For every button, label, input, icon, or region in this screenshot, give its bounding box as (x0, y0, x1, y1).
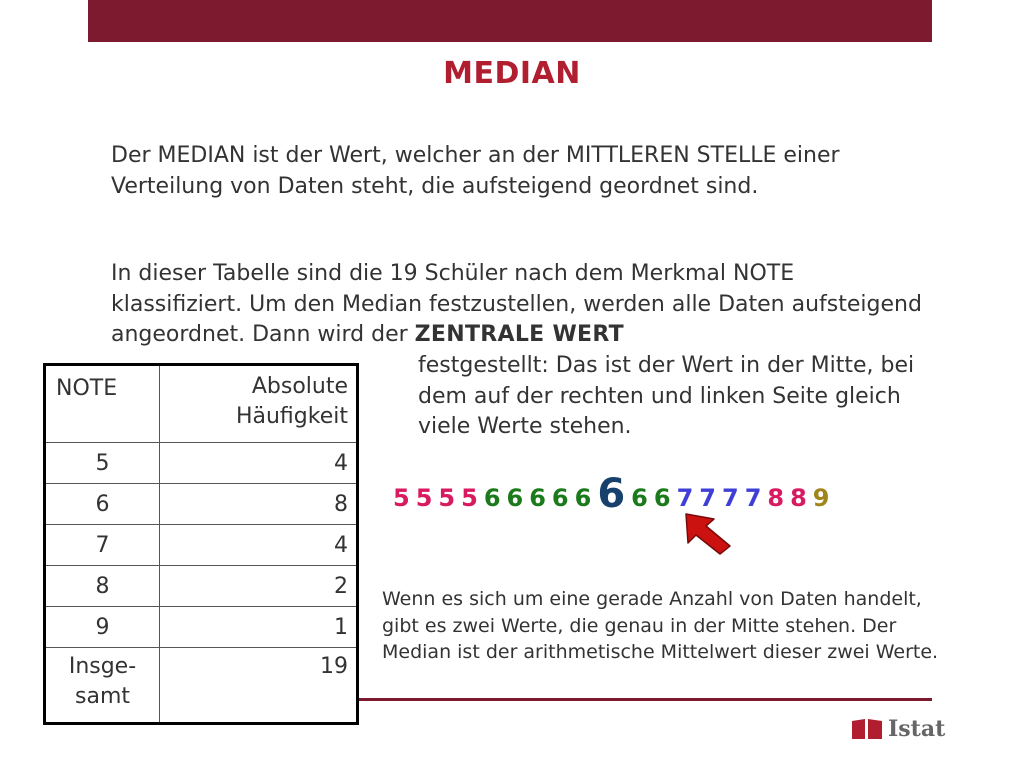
cell-note: 7 (45, 525, 160, 566)
sequence-value: 7 (676, 484, 694, 512)
istat-logo-icon (850, 717, 884, 741)
sorted-value-sequence (393, 470, 836, 516)
top-banner (88, 0, 932, 42)
table-row (45, 443, 358, 484)
cell-count: 1 (160, 607, 358, 648)
table-row (45, 607, 358, 648)
sequence-value: 5 (461, 484, 478, 512)
definition-paragraph: Der MEDIAN ist der Wert, welcher an der MITTLEREN STELLE einer Verteilung von Daten steht, die aufsteigend geordnet sind. (111, 143, 840, 199)
sequence-value: 8 (790, 484, 807, 512)
sequence-value: 9 (812, 484, 830, 512)
total-label-line2: samt (75, 684, 130, 709)
cell-count: 4 (160, 443, 358, 484)
istat-logo (850, 716, 945, 742)
sequence-value: 8 (767, 484, 785, 512)
sequence-value: 6 (506, 484, 524, 512)
arrow-up-left-icon (680, 510, 736, 556)
footer-divider (359, 698, 932, 701)
cell-total-count: 19 (160, 648, 358, 724)
table-row (45, 525, 358, 566)
cell-note: 6 (45, 484, 160, 525)
sequence-value: 7 (744, 484, 762, 512)
explanation-emphasis: ZENTRALE WERT (414, 322, 624, 347)
table-header-row (45, 365, 358, 443)
sequence-median-value: 6 (597, 471, 626, 517)
sequence-value: 6 (631, 484, 648, 512)
cell-count: 2 (160, 566, 358, 607)
sequence-value: 7 (721, 484, 739, 512)
table-row (45, 484, 358, 525)
slide-title: MEDIAN (443, 56, 581, 91)
cell-count: 8 (160, 484, 358, 525)
cell-note: 9 (45, 607, 160, 648)
explanation-paragraph-continued: festgestellt: Das ist der Wert in der Mitte, bei dem auf der rechten und linken Seite gleich viele Werte stehen. (418, 353, 915, 439)
explanation-paragraph (111, 259, 931, 351)
cell-count: 4 (160, 525, 358, 566)
total-label-line1: Insge- (68, 654, 137, 679)
header-frequency (160, 365, 358, 443)
sequence-value: 7 (699, 484, 716, 512)
sequence-value: 6 (653, 484, 671, 512)
cell-note: 8 (45, 566, 160, 607)
sequence-value: 5 (438, 484, 456, 512)
sequence-value: 6 (529, 484, 546, 512)
cell-note: 5 (45, 443, 160, 484)
header-frequency-line1: Absolute (251, 374, 348, 399)
sequence-value: 6 (483, 484, 501, 512)
table-row (45, 566, 358, 607)
header-frequency-line2: Häufigkeit (235, 404, 348, 429)
explanation-text-part1: In dieser Tabelle sind die 19 Schüler nach dem Merkmal NOTE klassifiziert. Um den Median festzustellen, werden alle Daten aufsteigend angeordnet. Dann wird der (111, 261, 922, 347)
sequence-value: 6 (574, 484, 592, 512)
logo-text: Istat (888, 716, 946, 742)
frequency-table (43, 363, 359, 725)
sequence-value: 6 (551, 484, 569, 512)
table-total-row (45, 648, 358, 724)
even-count-note: Wenn es sich um eine gerade Anzahl von Daten handelt, gibt es zwei Werte, die genau in der Mitte stehen. Der Median ist der arithmetische Mittelwert dieser zwei Werte. (382, 588, 939, 663)
header-note: NOTE (45, 365, 160, 443)
sequence-value: 5 (393, 484, 410, 512)
sequence-value: 5 (415, 484, 433, 512)
cell-total-label (45, 648, 160, 724)
